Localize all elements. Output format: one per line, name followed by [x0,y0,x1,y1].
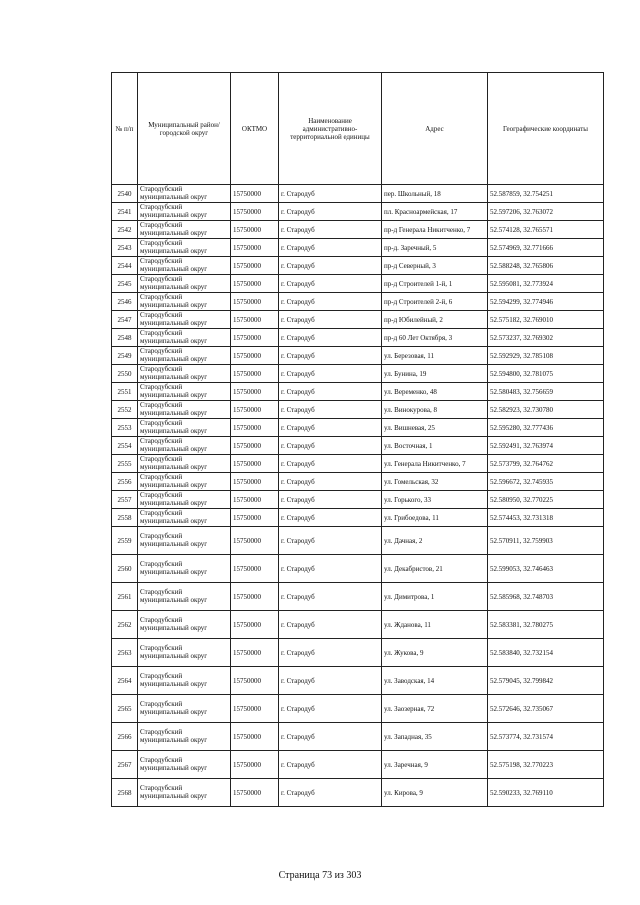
cell-coords: 52.573774, 32.731574 [488,723,604,751]
cell-coords: 52.580950, 32.770225 [488,491,604,509]
table-row [112,509,604,527]
cell-district: Стародубский муниципальный округ [138,329,231,347]
cell-num: 2554 [112,437,138,455]
header-oktmo: ОКТМО [231,73,279,185]
cell-address: ул. Вишневая, 25 [382,419,488,437]
cell-oktmo: 15750000 [231,779,279,807]
cell-oktmo: 15750000 [231,311,279,329]
cell-oktmo: 15750000 [231,583,279,611]
cell-num: 2560 [112,555,138,583]
cell-unit: г. Стародуб [279,311,382,329]
cell-district: Стародубский муниципальный округ [138,583,231,611]
cell-num: 2550 [112,365,138,383]
table-row [112,221,604,239]
cell-address: ул. Бунина, 19 [382,365,488,383]
cell-coords: 52.595280, 32.777436 [488,419,604,437]
cell-district: Стародубский муниципальный округ [138,419,231,437]
cell-unit: г. Стародуб [279,611,382,639]
cell-address: пр-д. Заречный, 5 [382,239,488,257]
cell-district: Стародубский муниципальный округ [138,203,231,221]
cell-coords: 52.583381, 32.780275 [488,611,604,639]
cell-num: 2559 [112,527,138,555]
cell-oktmo: 15750000 [231,365,279,383]
cell-district: Стародубский муниципальный округ [138,723,231,751]
cell-coords: 52.594299, 32.774946 [488,293,604,311]
header-district: Муниципальный район/городской округ [138,73,231,185]
cell-unit: г. Стародуб [279,751,382,779]
table-row [112,583,604,611]
cell-address: ул. Восточная, 1 [382,437,488,455]
cell-num: 2561 [112,583,138,611]
header-unit: Наименование административно-территориальной единицы [279,73,382,185]
cell-oktmo: 15750000 [231,555,279,583]
table-row [112,311,604,329]
cell-unit: г. Стародуб [279,639,382,667]
address-table [111,72,604,807]
cell-address: ул. Заводская, 14 [382,667,488,695]
cell-unit: г. Стародуб [279,437,382,455]
cell-oktmo: 15750000 [231,257,279,275]
cell-num: 2566 [112,723,138,751]
cell-coords: 52.574453, 32.731318 [488,509,604,527]
cell-address: пр-д Генерала Никитченко, 7 [382,221,488,239]
cell-unit: г. Стародуб [279,455,382,473]
table-row [112,275,604,293]
cell-address: пр-д Строителей 1-й, 1 [382,275,488,293]
table-row [112,365,604,383]
cell-coords: 52.570911, 32.759903 [488,527,604,555]
cell-district: Стародубский муниципальный округ [138,401,231,419]
table-row [112,491,604,509]
cell-unit: г. Стародуб [279,401,382,419]
cell-address: ул. Гомельская, 32 [382,473,488,491]
cell-coords: 52.599053, 32.746463 [488,555,604,583]
cell-oktmo: 15750000 [231,491,279,509]
cell-unit: г. Стародуб [279,383,382,401]
cell-num: 2563 [112,639,138,667]
cell-num: 2547 [112,311,138,329]
cell-coords: 52.574969, 32.771666 [488,239,604,257]
table-row [112,293,604,311]
cell-address: ул. Винокурова, 8 [382,401,488,419]
cell-coords: 52.587859, 32.754251 [488,185,604,203]
cell-num: 2552 [112,401,138,419]
cell-oktmo: 15750000 [231,347,279,365]
cell-district: Стародубский муниципальный округ [138,239,231,257]
cell-unit: г. Стародуб [279,491,382,509]
cell-coords: 52.574128, 32.765571 [488,221,604,239]
cell-district: Стародубский муниципальный округ [138,779,231,807]
table-header-row [112,73,604,185]
cell-address: ул. Западная, 35 [382,723,488,751]
cell-num: 2555 [112,455,138,473]
cell-coords: 52.590233, 32.769110 [488,779,604,807]
cell-oktmo: 15750000 [231,275,279,293]
cell-num: 2541 [112,203,138,221]
cell-district: Стародубский муниципальный округ [138,695,231,723]
cell-oktmo: 15750000 [231,455,279,473]
cell-coords: 52.588248, 32.765806 [488,257,604,275]
cell-oktmo: 15750000 [231,751,279,779]
table-row [112,257,604,275]
table-row [112,667,604,695]
cell-district: Стародубский муниципальный округ [138,491,231,509]
cell-num: 2540 [112,185,138,203]
cell-coords: 52.583840, 32.732154 [488,639,604,667]
cell-coords: 52.595081, 32.773924 [488,275,604,293]
cell-num: 2548 [112,329,138,347]
cell-unit: г. Стародуб [279,329,382,347]
cell-coords: 52.580483, 32.756659 [488,383,604,401]
cell-coords: 52.575198, 32.770223 [488,751,604,779]
cell-coords: 52.573799, 32.764762 [488,455,604,473]
cell-address: пр-д Строителей 2-й, 6 [382,293,488,311]
cell-num: 2562 [112,611,138,639]
cell-num: 2568 [112,779,138,807]
cell-unit: г. Стародуб [279,779,382,807]
table-row [112,473,604,491]
table-row [112,329,604,347]
cell-unit: г. Стародуб [279,365,382,383]
cell-district: Стародубский муниципальный округ [138,611,231,639]
cell-oktmo: 15750000 [231,527,279,555]
table-row [112,695,604,723]
cell-district: Стародубский муниципальный округ [138,257,231,275]
cell-unit: г. Стародуб [279,667,382,695]
cell-unit: г. Стародуб [279,527,382,555]
cell-address: ул. Заозерная, 72 [382,695,488,723]
table-row [112,383,604,401]
cell-unit: г. Стародуб [279,583,382,611]
cell-num: 2557 [112,491,138,509]
cell-num: 2567 [112,751,138,779]
cell-address: ул. Березовая, 11 [382,347,488,365]
cell-num: 2556 [112,473,138,491]
cell-district: Стародубский муниципальный округ [138,751,231,779]
table-row [112,639,604,667]
cell-address: пр-д Северный, 3 [382,257,488,275]
table-row [112,203,604,221]
cell-address: ул. Грибоедова, 11 [382,509,488,527]
cell-num: 2551 [112,383,138,401]
cell-coords: 52.573237, 32.769302 [488,329,604,347]
cell-oktmo: 15750000 [231,437,279,455]
cell-coords: 52.597206, 32.763072 [488,203,604,221]
table-row [112,779,604,807]
cell-address: ул. Дачная, 2 [382,527,488,555]
table-row [112,185,604,203]
table-row [112,401,604,419]
cell-oktmo: 15750000 [231,203,279,221]
cell-num: 2542 [112,221,138,239]
cell-district: Стародубский муниципальный округ [138,667,231,695]
cell-unit: г. Стародуб [279,221,382,239]
cell-address: ул. Веременко, 48 [382,383,488,401]
cell-address: пер. Школьный, 18 [382,185,488,203]
header-address: Адрес [382,73,488,185]
cell-district: Стародубский муниципальный округ [138,527,231,555]
cell-oktmo: 15750000 [231,509,279,527]
cell-coords: 52.596672, 32.745935 [488,473,604,491]
cell-unit: г. Стародуб [279,293,382,311]
cell-unit: г. Стародуб [279,257,382,275]
cell-address: ул. Декабристов, 21 [382,555,488,583]
cell-oktmo: 15750000 [231,419,279,437]
table-row [112,347,604,365]
cell-unit: г. Стародуб [279,275,382,293]
cell-coords: 52.582923, 32.730780 [488,401,604,419]
cell-unit: г. Стародуб [279,203,382,221]
table-row [112,751,604,779]
cell-oktmo: 15750000 [231,695,279,723]
table-row [112,437,604,455]
cell-oktmo: 15750000 [231,667,279,695]
cell-oktmo: 15750000 [231,185,279,203]
cell-oktmo: 15750000 [231,221,279,239]
cell-unit: г. Стародуб [279,555,382,583]
cell-district: Стародубский муниципальный округ [138,437,231,455]
cell-unit: г. Стародуб [279,185,382,203]
cell-district: Стародубский муниципальный округ [138,555,231,583]
cell-oktmo: 15750000 [231,329,279,347]
cell-district: Стародубский муниципальный округ [138,311,231,329]
cell-num: 2545 [112,275,138,293]
cell-unit: г. Стародуб [279,419,382,437]
table-row [112,419,604,437]
cell-num: 2564 [112,667,138,695]
cell-district: Стародубский муниципальный округ [138,509,231,527]
cell-coords: 52.572646, 32.735067 [488,695,604,723]
cell-district: Стародубский муниципальный округ [138,185,231,203]
cell-district: Стародубский муниципальный округ [138,473,231,491]
cell-oktmo: 15750000 [231,401,279,419]
cell-district: Стародубский муниципальный округ [138,455,231,473]
cell-district: Стародубский муниципальный округ [138,275,231,293]
cell-oktmo: 15750000 [231,639,279,667]
cell-district: Стародубский муниципальный округ [138,365,231,383]
cell-coords: 52.594800, 32.781075 [488,365,604,383]
cell-num: 2565 [112,695,138,723]
page-number: Страница 73 из 303 [278,870,362,881]
cell-address: ул. Жданова, 11 [382,611,488,639]
table-row [112,527,604,555]
table-row [112,611,604,639]
cell-unit: г. Стародуб [279,695,382,723]
cell-district: Стародубский муниципальный округ [138,293,231,311]
cell-num: 2546 [112,293,138,311]
cell-coords: 52.592491, 32.763974 [488,437,604,455]
cell-address: пр-д Юбилейный, 2 [382,311,488,329]
cell-unit: г. Стародуб [279,509,382,527]
cell-oktmo: 15750000 [231,723,279,751]
cell-district: Стародубский муниципальный округ [138,347,231,365]
cell-oktmo: 15750000 [231,383,279,401]
cell-oktmo: 15750000 [231,473,279,491]
cell-oktmo: 15750000 [231,293,279,311]
cell-unit: г. Стародуб [279,347,382,365]
cell-district: Стародубский муниципальный округ [138,383,231,401]
cell-oktmo: 15750000 [231,239,279,257]
cell-address: ул. Генерала Никитченко, 7 [382,455,488,473]
cell-address: ул. Горького, 33 [382,491,488,509]
cell-coords: 52.592929, 32.785108 [488,347,604,365]
cell-unit: г. Стародуб [279,473,382,491]
cell-address: ул. Димитрова, 1 [382,583,488,611]
table-row [112,555,604,583]
cell-oktmo: 15750000 [231,611,279,639]
header-coords: Географические координаты [488,73,604,185]
cell-num: 2543 [112,239,138,257]
cell-address: ул. Жукова, 9 [382,639,488,667]
cell-num: 2549 [112,347,138,365]
cell-coords: 52.575182, 32.769010 [488,311,604,329]
cell-num: 2553 [112,419,138,437]
cell-unit: г. Стародуб [279,723,382,751]
cell-address: ул. Кирова, 9 [382,779,488,807]
cell-num: 2558 [112,509,138,527]
cell-num: 2544 [112,257,138,275]
cell-district: Стародубский муниципальный округ [138,639,231,667]
header-num: № п/п [112,73,138,185]
table-row [112,455,604,473]
cell-unit: г. Стародуб [279,239,382,257]
cell-coords: 52.585968, 32.748703 [488,583,604,611]
cell-address: пр-д 60 Лет Октября, 3 [382,329,488,347]
cell-address: пл. Красноармейская, 17 [382,203,488,221]
table-row [112,723,604,751]
cell-coords: 52.579045, 32.799842 [488,667,604,695]
cell-district: Стародубский муниципальный округ [138,221,231,239]
cell-address: ул. Заречная, 9 [382,751,488,779]
table-row [112,239,604,257]
